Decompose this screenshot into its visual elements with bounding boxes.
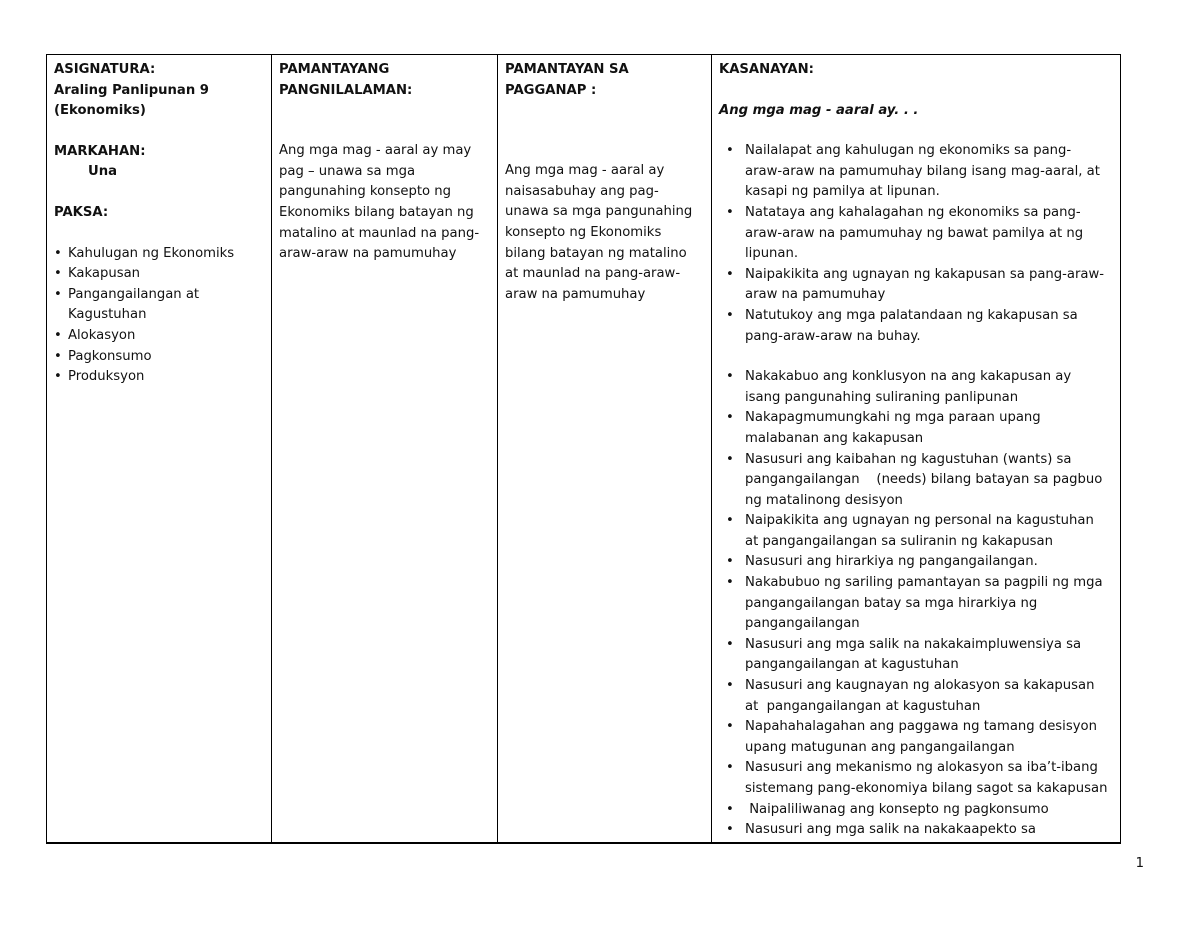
list-item-line: • Nasusuri ang mekanismo ng alokasyon sa iba’t-ibang	[745, 760, 1098, 776]
table-row	[47, 55, 1121, 844]
list-item-line: • Nailalapat ang kahulugan ng ekonomiks sa pang-	[745, 143, 1072, 159]
list-item-line: • Kahulugan ng Ekonomiks	[68, 245, 235, 261]
list-item	[745, 552, 1120, 573]
kasanayan-list-2	[719, 367, 1120, 841]
list-item-line: • Alokasyon	[68, 327, 136, 343]
cell-pamantayang-pangnilalaman	[272, 55, 498, 844]
list-item-line: • Pangangailangan at	[68, 286, 200, 302]
text-line: araw na pamumuhay	[505, 286, 646, 302]
list-item-line: pangangailangan (needs) bilang batayan sa pagbuo	[745, 472, 1103, 488]
text-line: pag – unawa sa mga	[279, 163, 416, 179]
list-item-line: araw-araw na pamumuhay ng bawat pamilya at ng	[745, 225, 1084, 241]
list-item-line: kasapi ng pamilya at lipunan.	[745, 184, 940, 200]
list-item	[745, 141, 1120, 203]
list-item	[745, 450, 1120, 512]
list-item-line: pangangailangan	[745, 616, 860, 632]
list-item-line: pangangailangan at kagustuhan	[745, 657, 959, 673]
list-item	[745, 820, 1120, 841]
list-item-line: • Pagkonsumo	[68, 348, 152, 364]
curriculum-table	[46, 54, 1121, 844]
list-item-line: • Natataya ang kahalagahan ng ekonomiks sa pang-	[745, 204, 1081, 220]
list-item-line: • Produksyon	[68, 369, 145, 385]
list-item-line: at pangangailangan at kagustuhan	[745, 698, 981, 714]
col2-header-line1: PAMANTAYANG	[279, 62, 390, 77]
list-item	[745, 265, 1120, 306]
list-item-line: pangangailangan batay sa mga hirarkiya ng	[745, 595, 1038, 611]
list-item	[68, 347, 271, 368]
list-item-line: • Natutukoy ang mga palatandaan ng kakapusan sa	[745, 307, 1078, 323]
text-line: araw-araw na pamumuhay	[279, 246, 457, 262]
list-item-line: isang pangunahing suliraning panlipunan	[745, 389, 1019, 405]
text-line: at maunlad na pang-araw-	[505, 266, 681, 282]
paksa-label: PAKSA:	[54, 204, 109, 220]
text-line: matalino at maunlad na pang-	[279, 225, 480, 241]
list-item	[68, 244, 271, 265]
list-item	[745, 511, 1120, 552]
cell-asignatura	[47, 55, 272, 844]
markahan-label: MARKAHAN:	[54, 143, 146, 159]
text-line: Ang mga mag - aaral ay may	[279, 143, 472, 159]
list-item	[745, 676, 1120, 717]
list-item-line: lipunan.	[745, 246, 799, 262]
text-line: pangunahing konsepto ng	[279, 184, 452, 200]
list-item	[745, 758, 1120, 799]
list-item-line: • Naipaliliwanag ang konsepto ng pagkonsumo	[745, 801, 1049, 817]
list-item-line: • Nakakabuo ang konklusyon na ang kakapusan ay	[745, 369, 1072, 385]
list-item	[68, 264, 271, 285]
text-line: unawa sa mga pangunahing	[505, 204, 693, 220]
list-item	[745, 717, 1120, 758]
col3-header-line2: PAGGANAP :	[505, 82, 597, 98]
list-item	[745, 573, 1120, 635]
col2-header-line2: PANGNILALAMAN:	[279, 82, 413, 98]
list-item-line: sistemang pang-ekonomiya bilang sagot sa kakapusan	[745, 781, 1108, 796]
cell-kasanayan	[712, 55, 1121, 844]
list-item	[745, 306, 1120, 347]
asignatura-value: Araling Panlipunan 9	[54, 82, 209, 98]
text-line: Ekonomiks bilang batayan ng	[279, 204, 474, 220]
list-item-line: • Napahahalagahan ang paggawa ng tamang desisyon	[745, 719, 1097, 735]
text-line: naisasabuhay ang pag-	[505, 183, 659, 199]
list-item-line: • Nasusuri ang kaibahan ng kagustuhan (wants) sa	[745, 451, 1072, 467]
list-item-line: • Nasusuri ang hirarkiya ng pangangailangan.	[745, 554, 1038, 570]
list-item-line: araw na pamumuhay	[745, 287, 886, 303]
list-item	[745, 635, 1120, 676]
list-item-line: • Naipakikita ang ugnayan ng personal na kagustuhan	[745, 513, 1094, 529]
kasanayan-label: KASANAYAN:	[719, 62, 814, 77]
text-line: konsepto ng Ekonomiks	[505, 224, 662, 240]
list-item-line: malabanan ang kakapusan	[745, 430, 924, 446]
list-item-line: • Nakabubuo ng sariling pamantayan sa pagpili ng mga	[745, 575, 1103, 591]
list-item-line: araw-araw na pamumuhay bilang isang mag-aaral, at	[745, 163, 1100, 179]
kasanayan-intro: Ang mga mag - aaral ay. . .	[719, 102, 919, 118]
list-item	[68, 367, 271, 388]
list-item	[68, 326, 271, 347]
list-item-line: upang matugunan ang pangangailangan	[745, 739, 1015, 755]
list-item-line: • Naipakikita ang ugnayan ng kakapusan sa pang-araw-	[745, 266, 1105, 282]
list-item-line: Kagustuhan	[68, 307, 147, 323]
col3-header-line1: PAMANTAYAN SA	[505, 62, 629, 77]
list-item-line: • Nakapagmumungkahi ng mga paraan upang	[745, 410, 1041, 426]
list-item	[68, 285, 271, 326]
list-item-line: • Nasusuri ang mga salik na nakakaimpluwensiya sa	[745, 636, 1082, 652]
paksa-list	[54, 244, 271, 388]
cell-pamantayan-sa-pagganap	[498, 55, 712, 844]
list-item	[745, 203, 1120, 265]
pamantayang-pangnilalaman-text	[279, 141, 497, 265]
text-line: Ang mga mag - aaral ay	[505, 163, 665, 179]
asignatura-label: ASIGNATURA:	[54, 62, 156, 77]
list-item-line: • Kakapusan	[68, 266, 141, 282]
list-item	[745, 367, 1120, 408]
page-number: 1	[1135, 856, 1144, 871]
kasanayan-list-1	[719, 141, 1120, 347]
markahan-value: Una	[88, 164, 117, 180]
list-item	[745, 800, 1120, 821]
list-item-line: • Nasusuri ang kaugnayan ng alokasyon sa kakapusan	[745, 678, 1095, 694]
list-item-line: at pangangailangan sa suliranin ng kakapusan	[745, 533, 1053, 549]
pamantayan-sa-pagganap-text	[505, 161, 711, 305]
asignatura-value-sub: (Ekonomiks)	[54, 103, 146, 119]
list-item-line: pang-araw-araw na buhay.	[745, 328, 921, 344]
list-item	[745, 408, 1120, 449]
list-item-line: • Nasusuri ang mga salik na nakakaapekto sa	[745, 822, 1036, 838]
list-item-line: ng matalinong desisyon	[745, 492, 903, 508]
text-line: bilang batayan ng matalino	[505, 245, 687, 261]
